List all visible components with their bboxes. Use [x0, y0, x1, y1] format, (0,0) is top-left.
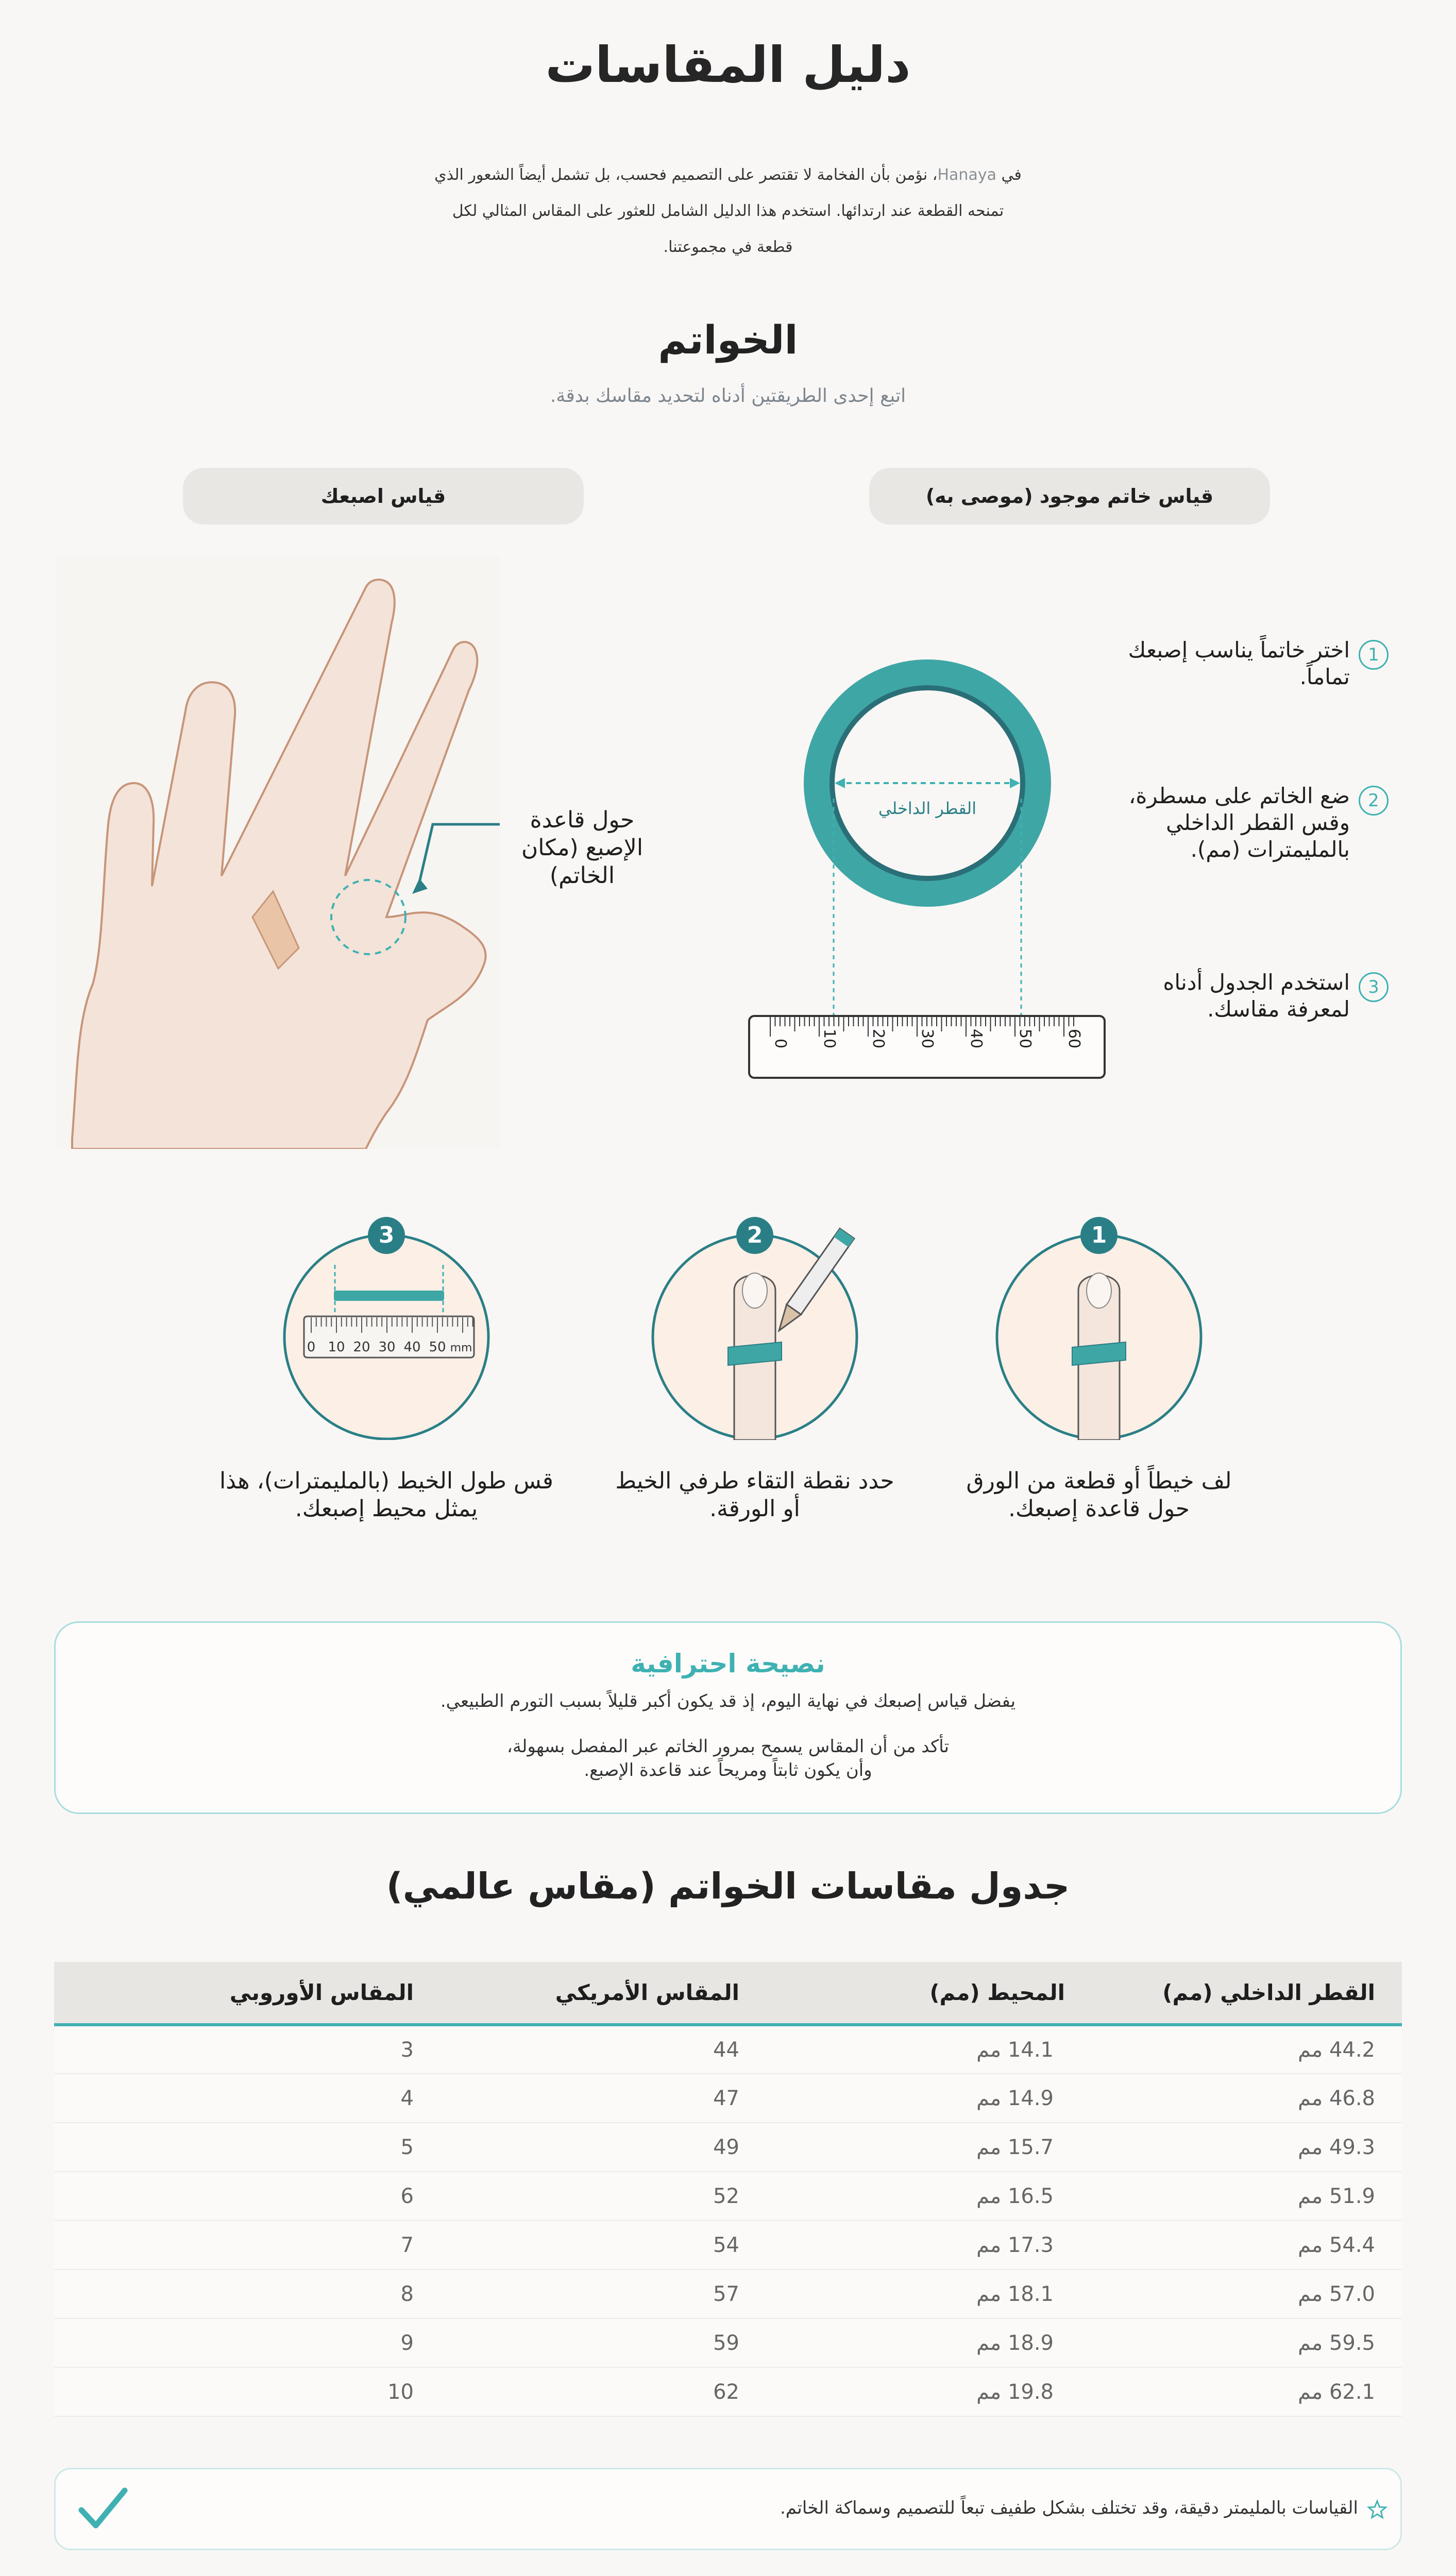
mini-ruler-tick-label: 30: [378, 1340, 396, 1355]
cell-eu-size: 10: [54, 2367, 414, 2416]
header-inner-diameter: القطر الداخلي (مم): [1065, 1962, 1402, 2025]
step-number-1: 1: [1359, 640, 1389, 670]
ring-ruler-illustration: [742, 649, 1118, 1082]
cell-inner-diameter: 62.1 مم: [1065, 2367, 1402, 2416]
table-header-row: [54, 1962, 1402, 2025]
string-step-number-1: 1: [1080, 1217, 1118, 1254]
ring-location-label: حول قاعدة الإصبع (مكان الخاتم): [521, 807, 644, 889]
mini-ruler-tick-label: 40: [403, 1340, 421, 1355]
existing-step-1: اختر خاتماً يناسب إصبعك تماماً.: [1128, 637, 1350, 689]
existing-step-3: استخدم الجدول أدناه لمعرفة مقاسك.: [1163, 970, 1350, 1022]
cell-us-size: 59: [414, 2318, 739, 2367]
cell-inner-diameter: 57.0 مم: [1065, 2269, 1402, 2318]
cell-circumference: 18.9 مم: [739, 2318, 1065, 2367]
cell-circumference: 15.7 مم: [739, 2123, 1065, 2172]
string-step-2-caption: حدد نقطة التقاء طرفي الخيط أو الورقة.: [615, 1468, 894, 1522]
intro-line-3: قطعة في مجموعتنا.: [663, 238, 793, 256]
cell-inner-diameter: 44.2 مم: [1065, 2025, 1402, 2074]
pro-tip-title: نصيحة احترافية: [631, 1649, 825, 1679]
cell-inner-diameter: 49.3 مم: [1065, 2123, 1402, 2172]
header-eu-size: المقاس الأوروبي: [54, 1962, 414, 2025]
intro-line-2: تمنحه القطعة عند ارتدائها. استخدم هذا الدليل الشامل للعثور على المقاس المثالي لكل: [452, 202, 1004, 220]
ruler-tick-label: 50: [1016, 1028, 1034, 1048]
cell-us-size: 44: [414, 2025, 739, 2074]
note-text: القياسات بالمليمتر دقيقة، وقد تختلف بشكل طفيف تبعاً للتصميم وسماكة الخاتم.: [780, 2498, 1358, 2518]
step-number-2: 2: [1359, 786, 1389, 816]
pro-tip-line-3: وأن يكون ثابتاً ومريحاً عند قاعدة الإصبع.: [584, 1760, 872, 1781]
header-circumference: المحيط (مم): [739, 1962, 1065, 2025]
ruler-tick-label: 20: [869, 1028, 887, 1048]
cell-circumference: 14.1 مم: [739, 2025, 1065, 2074]
pro-tip-line-2: تأكد من أن المقاس يسمح بمرور الخاتم عبر المفصل بسهولة،: [506, 1736, 950, 1757]
cell-eu-size: 6: [54, 2172, 414, 2221]
method-finger-button[interactable]: قياس اصبعك: [183, 468, 584, 524]
pro-tip-line-1: يفضل قياس إصبعك في نهاية اليوم، إذ قد يكون أكبر قليلاً بسبب التورم الطبيعي.: [440, 1691, 1016, 1711]
mini-ruler-tick-label: 50: [429, 1340, 446, 1355]
ruler-tick-label: 0: [771, 1038, 789, 1048]
cell-us-size: 49: [414, 2123, 739, 2172]
mini-ruler-tick-label: 10: [328, 1340, 345, 1355]
intro-paragraph: [419, 157, 1037, 265]
cell-inner-diameter: 46.8 مم: [1065, 2074, 1402, 2123]
size-table-title: جدول مقاسات الخواتم (مقاس عالمي): [386, 1865, 1070, 1907]
existing-step-2: ضع الخاتم على مسطرة، وقس القطر الداخلي بالمليمترات (مم).: [1128, 783, 1350, 862]
table-row: [54, 2367, 1402, 2416]
cell-circumference: 16.5 مم: [739, 2172, 1065, 2221]
cell-eu-size: 3: [54, 2025, 414, 2074]
inner-diameter-label: القطر الداخلي: [878, 799, 977, 818]
cell-circumference: 17.3 مم: [739, 2221, 1065, 2269]
cell-us-size: 62: [414, 2367, 739, 2416]
cell-eu-size: 5: [54, 2123, 414, 2172]
rings-section-subtitle: اتبع إحدى الطريقتين أدناه لتحديد مقاسك بدقة.: [550, 385, 906, 406]
table-body: [54, 2025, 1402, 2416]
table-row: [54, 2269, 1402, 2318]
table-row: [54, 2318, 1402, 2367]
intro-line-1: في Hanaya، نؤمن بأن الفخامة لا تقتصر على التصميم فحسب، بل تشمل أيضاً الشعور الذي: [434, 166, 1022, 184]
cell-eu-size: 8: [54, 2269, 414, 2318]
cell-us-size: 54: [414, 2221, 739, 2269]
string-step-number-2: 2: [736, 1217, 773, 1254]
ruler-tick-label: 10: [820, 1028, 838, 1048]
cell-us-size: 52: [414, 2172, 739, 2221]
cell-us-size: 47: [414, 2074, 739, 2123]
cell-inner-diameter: 54.4 مم: [1065, 2221, 1402, 2269]
cell-eu-size: 4: [54, 2074, 414, 2123]
table-row: [54, 2172, 1402, 2221]
table-row: [54, 2074, 1402, 2123]
ruler-tick-label: 40: [967, 1028, 985, 1048]
string-step-1-caption: لف خيطاً أو قطعة من الورق حول قاعدة إصبعك.: [966, 1468, 1232, 1522]
star-icon: [1366, 2499, 1388, 2521]
cell-us-size: 57: [414, 2269, 739, 2318]
page-title: دليل المقاسات: [545, 36, 911, 94]
string-step-number-3: 3: [368, 1217, 405, 1254]
mini-ruler-tick-label: 0: [307, 1340, 316, 1355]
mini-ruler-tick-label: 20: [353, 1340, 370, 1355]
cell-eu-size: 9: [54, 2318, 414, 2367]
rings-section-title: الخواتم: [658, 317, 798, 363]
string-step-3-caption: قس طول الخيط (بالمليمترات)، هذا يمثل محيط إصبعك.: [219, 1468, 553, 1522]
ruler-tick-label: 60: [1065, 1028, 1083, 1048]
cell-inner-diameter: 51.9 مم: [1065, 2172, 1402, 2221]
brand-name: Hanaya: [937, 166, 996, 184]
table-row: [54, 2025, 1402, 2074]
mini-ruler-unit: mm: [450, 1342, 472, 1354]
method-existing-ring-button[interactable]: قياس خاتم موجود (موصى به): [869, 468, 1270, 524]
checkmark-icon: [77, 2483, 129, 2535]
cell-circumference: 18.1 مم: [739, 2269, 1065, 2318]
table-row: [54, 2123, 1402, 2172]
ruler-tick-label: 30: [918, 1028, 936, 1048]
cell-inner-diameter: 59.5 مم: [1065, 2318, 1402, 2367]
cell-circumference: 14.9 مم: [739, 2074, 1065, 2123]
cell-circumference: 19.8 مم: [739, 2367, 1065, 2416]
ring-size-table: [54, 1962, 1402, 2417]
header-us-size: المقاس الأمريكي: [414, 1962, 739, 2025]
table-row: [54, 2221, 1402, 2269]
cell-eu-size: 7: [54, 2221, 414, 2269]
step-number-3: 3: [1359, 972, 1389, 1002]
arrow-icon: [412, 819, 505, 902]
